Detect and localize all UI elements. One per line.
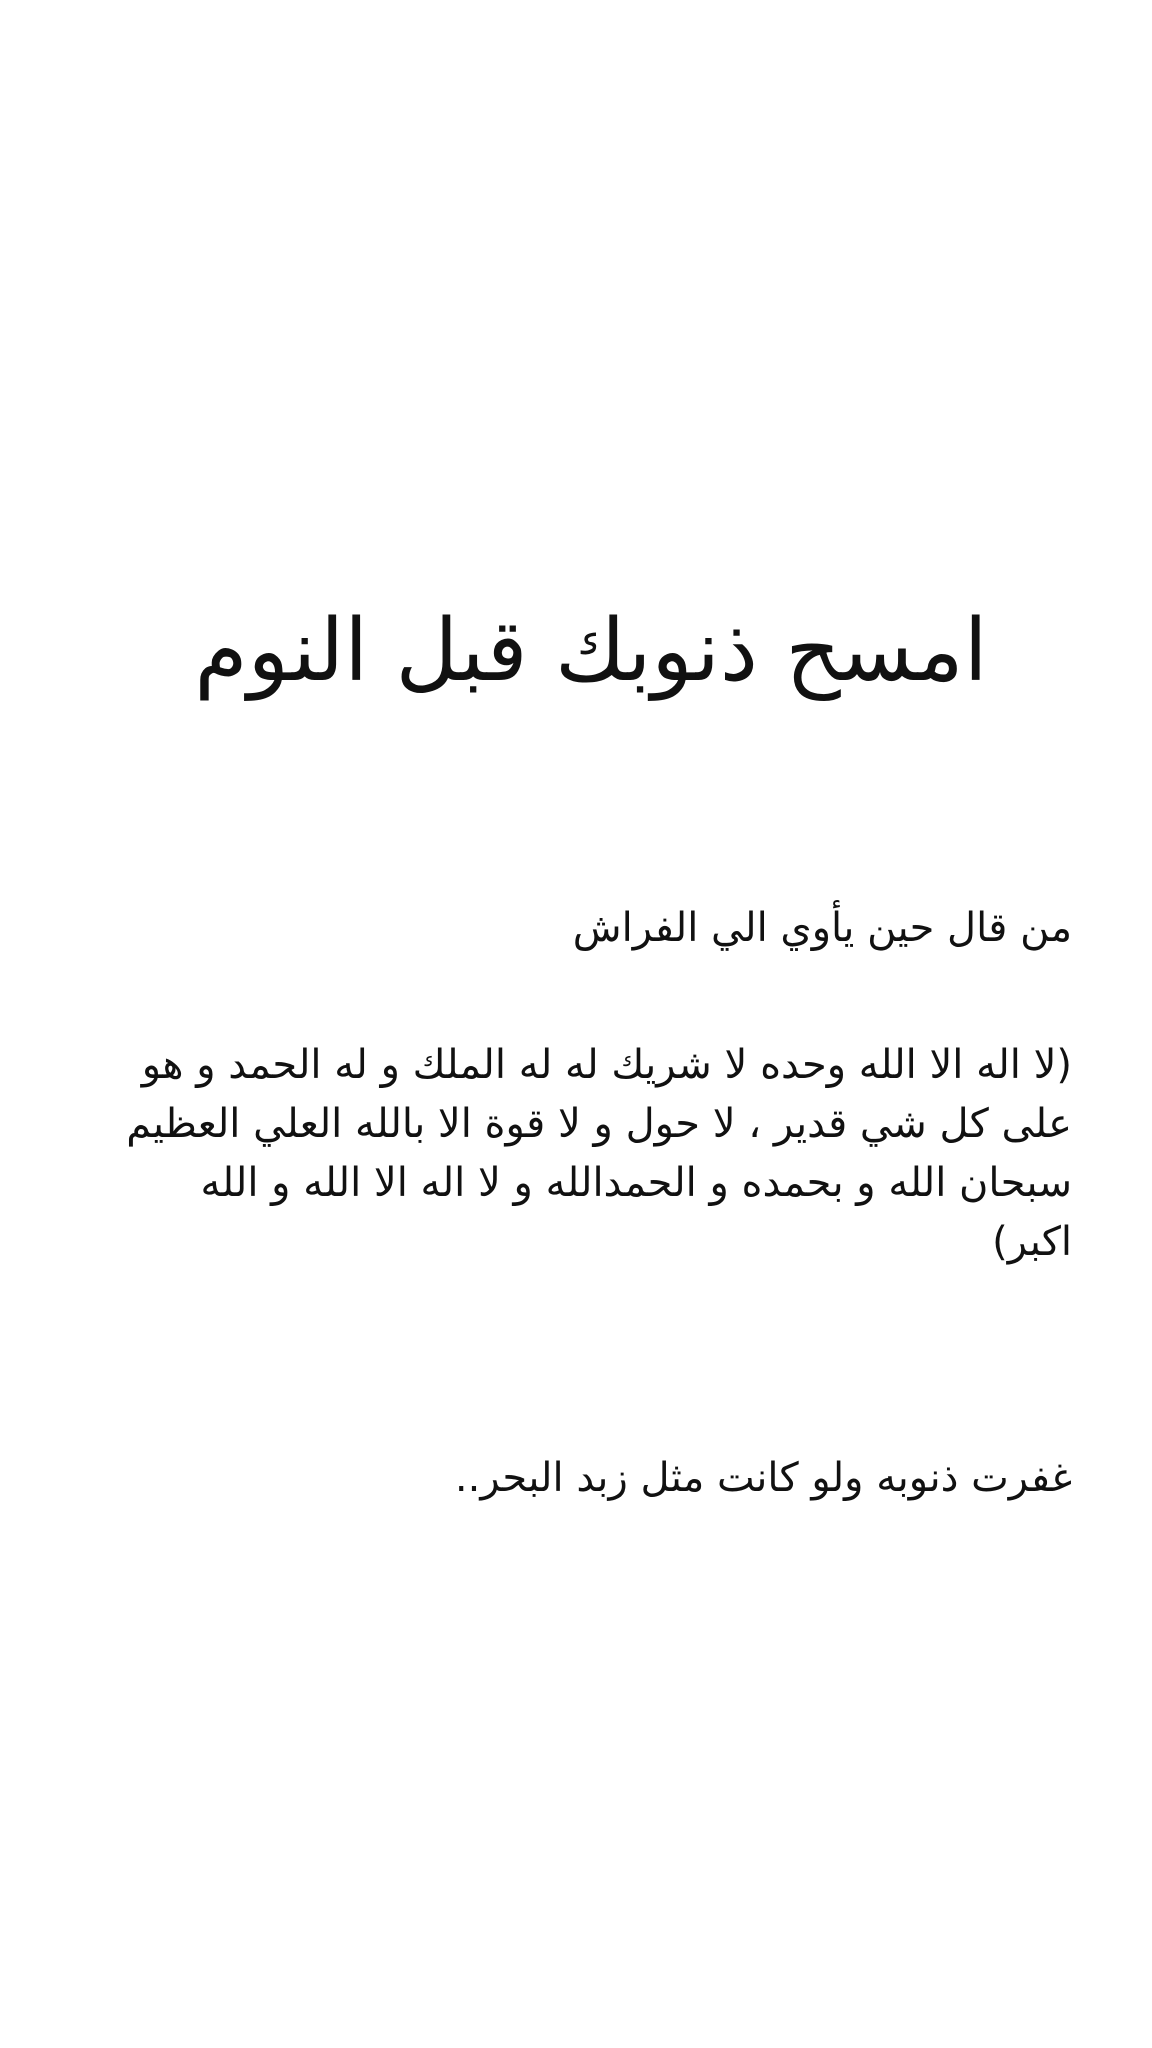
page-title: امسح ذنوبك قبل النوم	[194, 601, 988, 701]
outro-text: غفرت ذنوبه ولو كانت مثل زبد البحر..	[454, 1455, 1072, 1501]
dhikr-line: على كل شي قدير ، لا حول و لا قوة الا بالله العلي العظيم	[126, 1101, 1072, 1147]
intro-text: من قال حين يأوي الي الفراش	[572, 905, 1072, 951]
dhikr-line: سبحان الله و بحمده و الحمدالله و لا اله الا الله و الله	[200, 1160, 1072, 1206]
dhikr-line: (لا اله الا الله وحده لا شريك له له الملك و له الحمد و هو	[141, 1042, 1072, 1088]
dhikr-line: اكبر)	[992, 1219, 1072, 1265]
dhikr-text	[60, 1036, 1072, 1272]
